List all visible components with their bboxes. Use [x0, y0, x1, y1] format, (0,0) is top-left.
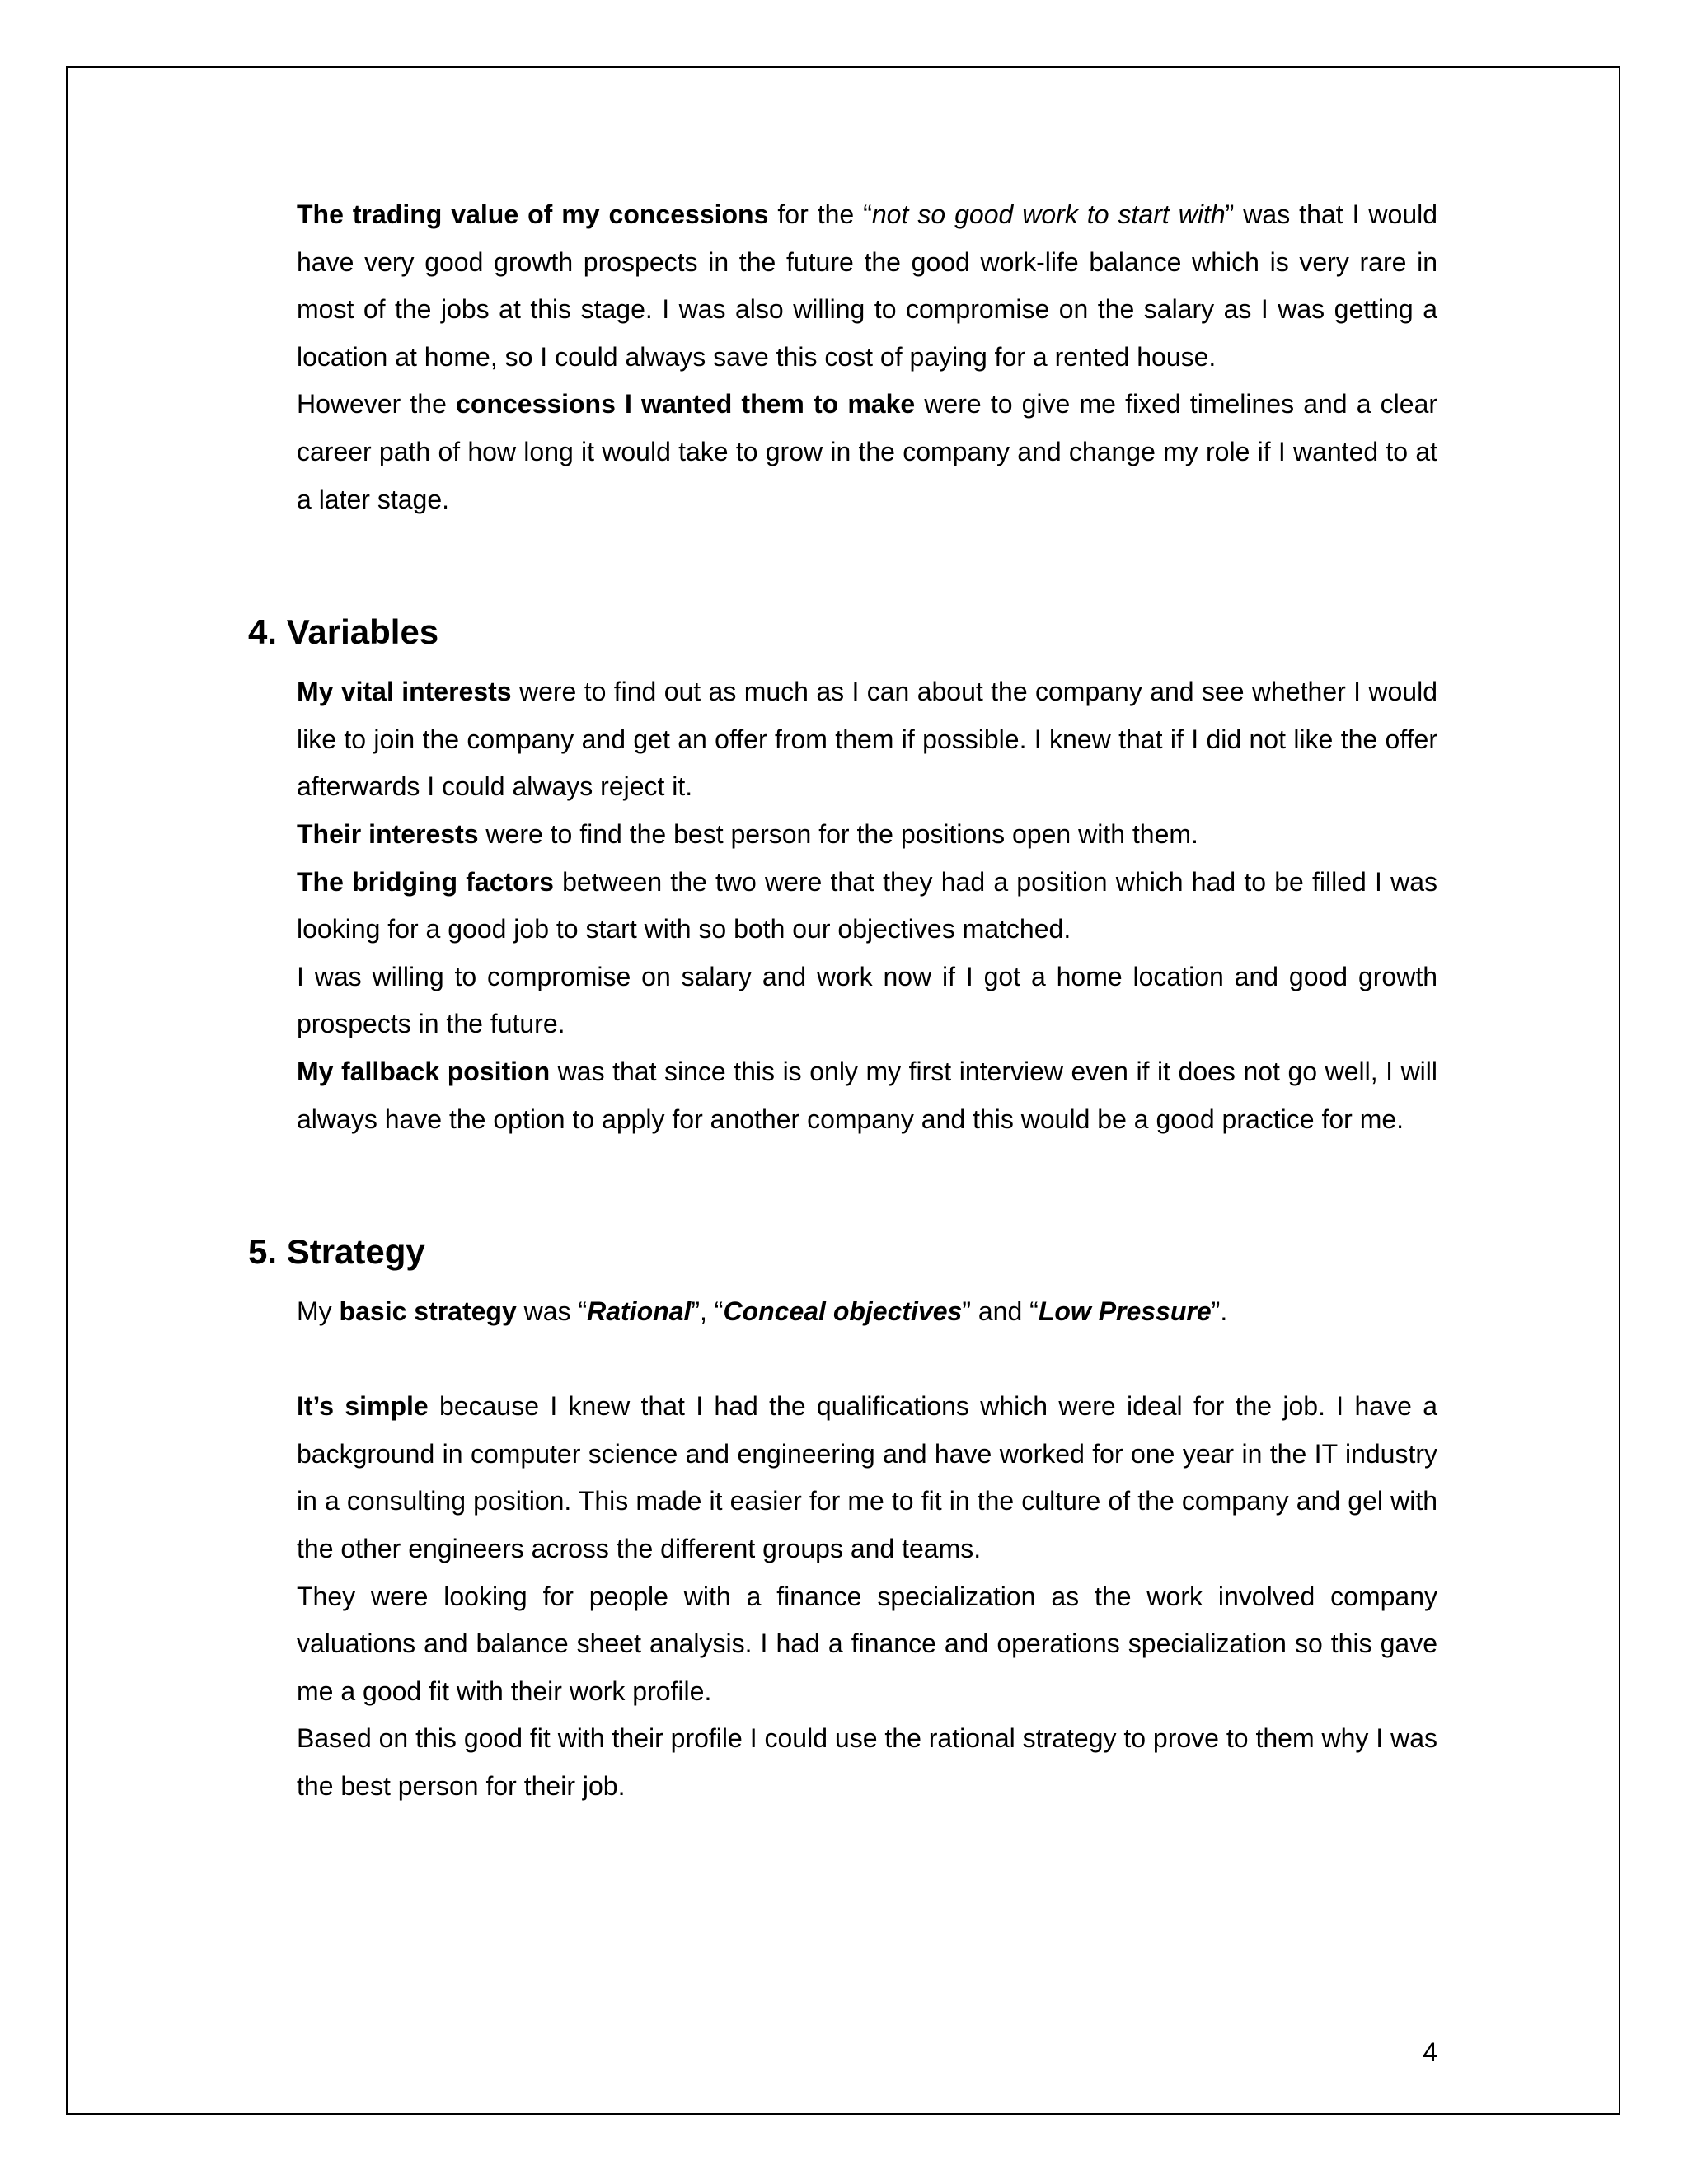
paragraph-bridging-factors [297, 859, 1437, 954]
text-run: ” was that I would have very good growth prospects in the future the good work-life balance which is very rare in most of the jobs at this stage. I was also willing to compromise on the salary as I was getting a location at home, so I could always save this cost of paying for a rented house. [297, 199, 1438, 372]
text-run: ”, “ [691, 1296, 724, 1327]
strategy-low-pressure: Low Pressure [1038, 1296, 1212, 1327]
paragraph-compromise: I was willing to compromise on salary and work now if I got a home location and good growth prospects in the future. [297, 961, 1437, 1039]
document-body [248, 191, 1438, 1811]
paragraph-its-simple [297, 1383, 1437, 1572]
paragraph-trading-value [297, 191, 1437, 381]
bold-phrase: The bridging factors [297, 866, 554, 897]
bold-phrase: concessions I wanted them to make [456, 389, 916, 419]
bold-italic-phrase [587, 1296, 691, 1326]
section-heading-strategy: 5. Strategy [248, 1232, 425, 1272]
text-run: was that since this is only my first interview even if it does not go well, I will always have the option to apply for another company and this would be a good practice for me. [297, 1056, 1438, 1134]
page-number: 4 [1423, 2037, 1437, 2067]
bold-italic-phrase [1039, 1296, 1212, 1326]
text-run: because I knew that I had the qualifications which were ideal for the job. I have a background in computer science and engineering and have worked for one year in the IT industry in a consulting position. This made it easier for me to fit in the culture of the company and gel with the other engineers across the different groups and teams. [297, 1391, 1438, 1564]
paragraph-spacer [297, 1336, 1437, 1384]
text-run: However the [297, 389, 457, 419]
bold-phrase: My vital interests [297, 677, 512, 707]
paragraph-good-fit: Based on this good fit with their profile I could use the rational strategy to prove to them why I was the best person for their job. [297, 1723, 1437, 1802]
text-run: were to find the best person for the positions open with them. [478, 818, 1198, 849]
section-heading-variables: 4. Variables [248, 612, 439, 652]
bold-phrase: My fallback position [297, 1056, 551, 1086]
text-run: for the “ [768, 199, 872, 229]
strategy-rational: Rational [587, 1296, 692, 1327]
italic-phrase: not so good work to start with [871, 199, 1226, 229]
text-run: My [297, 1296, 340, 1327]
text-run: ” and “ [962, 1296, 1039, 1327]
text-run: was “ [516, 1296, 588, 1327]
bold-italic-phrase [723, 1296, 962, 1326]
paragraph-concessions [297, 381, 1437, 523]
text-run: were to give me fixed timelines and a clear career path of how long it would take to grow in the company and change my role if I wanted to at a later stage. [297, 389, 1438, 514]
paragraph-basic-strategy [297, 1288, 1437, 1336]
bold-phrase: Their interests [297, 818, 479, 849]
paragraph-finance-specialization: They were looking for people with a finance specialization as the work involved company valuations and balance sheet analysis. I had a finance and operations specialization so this gave me a good fit with their work profile. [297, 1581, 1437, 1706]
strategy-conceal-objectives: Conceal objectives [723, 1296, 963, 1327]
paragraph-fallback-position [297, 1048, 1437, 1143]
bold-phrase: basic strategy [339, 1296, 517, 1327]
text-run: between the two were that they had a position which had to be filled I was looking for a good job to start with so both our objectives matched. [297, 866, 1437, 944]
text-run: ”. [1211, 1296, 1228, 1327]
text-run: were to find out as much as I can about the company and see whether I would like to join the company and get an offer from them if possible. I knew that if I did not like the offer afterwards I could always reject it. [297, 677, 1438, 802]
paragraph-vital-interests [297, 668, 1437, 811]
bold-phrase: The trading value of my concessions [297, 199, 769, 229]
bold-phrase: It’s simple [297, 1391, 429, 1422]
paragraph-their-interests [297, 811, 1437, 859]
